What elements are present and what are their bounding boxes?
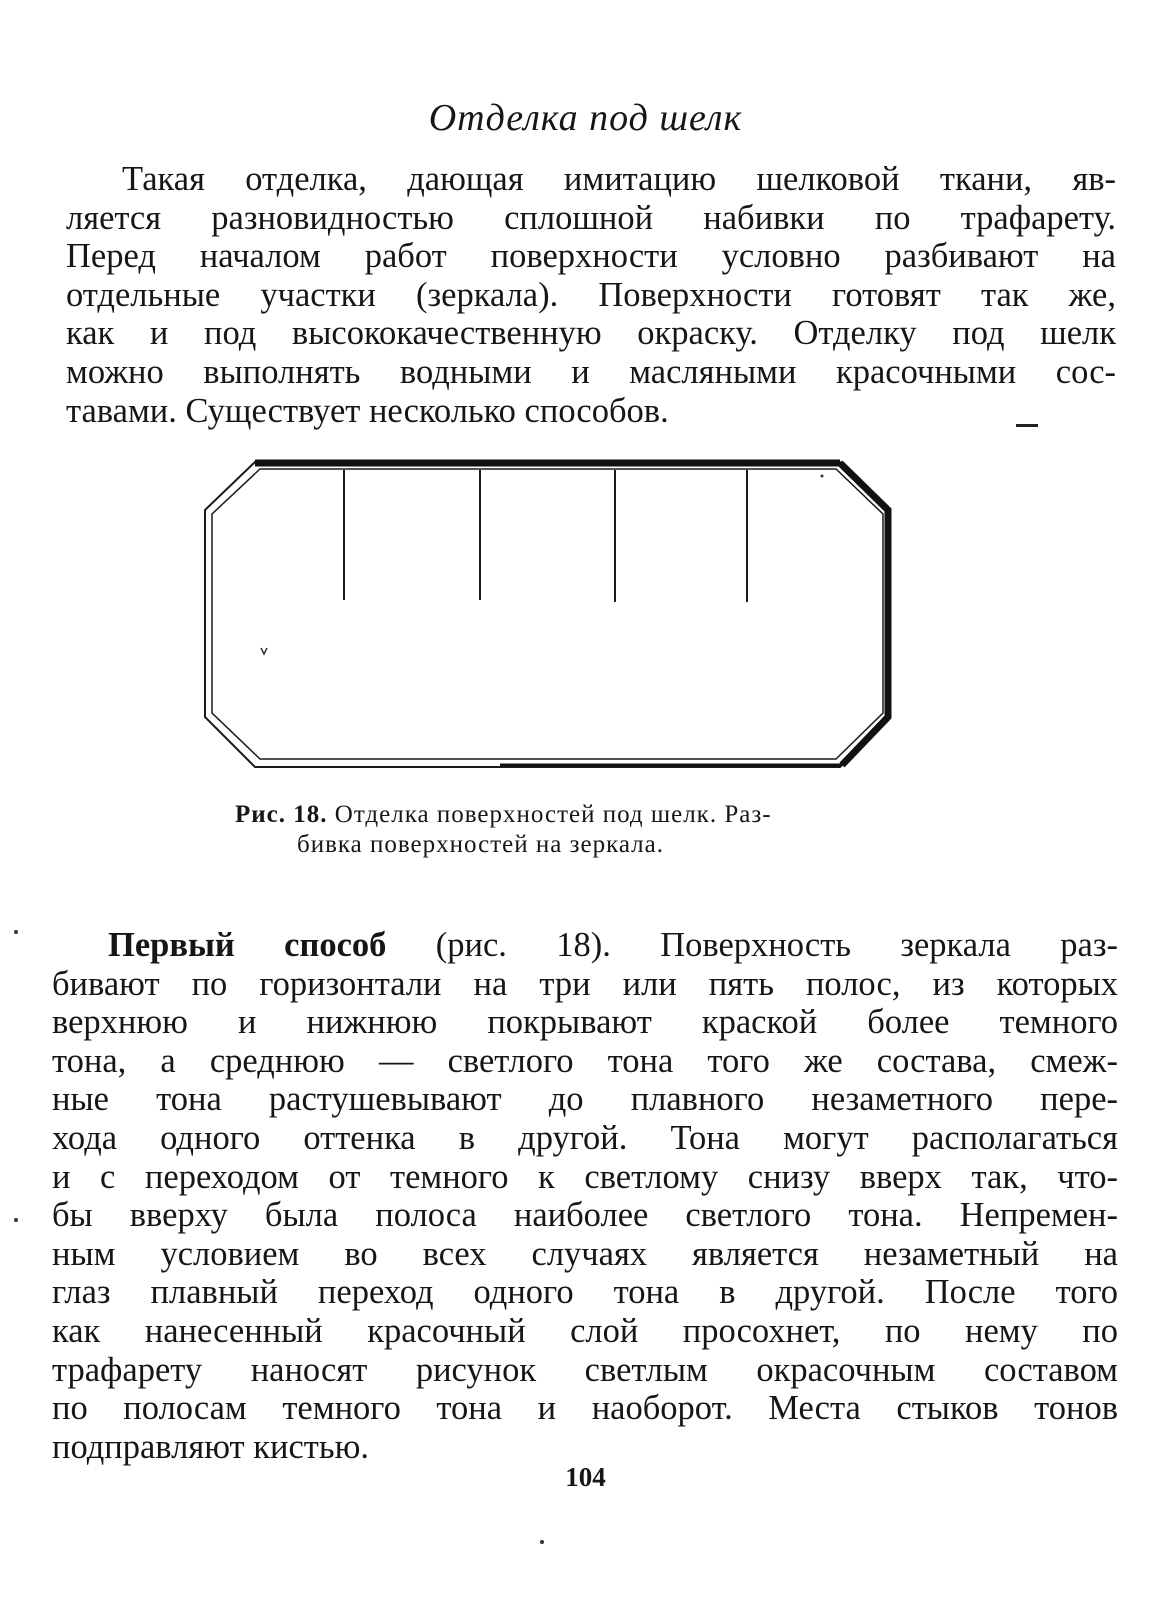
method-title: Первый способ bbox=[108, 926, 387, 964]
intro-paragraph bbox=[66, 160, 1116, 430]
scan-speck bbox=[14, 1218, 18, 1222]
page-number: 104 bbox=[565, 1462, 606, 1492]
text-line: подправляют кистью. bbox=[52, 1427, 369, 1466]
text-line: как нанесенный красочный слой просохнет, по нему по bbox=[52, 1311, 1118, 1350]
text-line: ным условием во всех случаях является незаметный на bbox=[52, 1234, 1118, 1273]
panel-outer-outline bbox=[205, 462, 890, 767]
section-heading: Отделка под шелк bbox=[428, 97, 743, 139]
text-line: как и под высококачественную окраску. Отделку под шелк bbox=[66, 314, 1116, 353]
method-paragraph bbox=[52, 926, 1118, 1466]
text-line: глаз плавный переход одного тона в другой. После того bbox=[52, 1273, 1118, 1312]
text-line: тона, а среднюю — светлого тона того же состава, смеж- bbox=[52, 1041, 1118, 1080]
method-lead-text: (рис. 18). Поверхность зеркала раз- bbox=[386, 926, 1118, 964]
text-line: трафарету наносят рисунок светлым окрасочным составом bbox=[52, 1350, 1118, 1389]
caption-line: бивка поверхностей на зеркала. bbox=[297, 831, 664, 858]
text-line: Такая отделка, дающая имитацию шелковой ткани, яв- bbox=[122, 160, 1116, 198]
text-line: бы вверху была полоса наиболее светлого тона. Непремен- bbox=[52, 1196, 1118, 1235]
panel-heavy-right-edge bbox=[840, 463, 888, 765]
stray-mark bbox=[261, 648, 267, 654]
caption-text: Отделка поверхностей под шелк. Раз- bbox=[334, 801, 772, 828]
text-line: Перед началом работ поверхности условно разбивают на bbox=[66, 237, 1116, 276]
text-line bbox=[52, 926, 1118, 965]
text-line: хода одного оттенка в другой. Тона могут располагаться bbox=[52, 1118, 1118, 1157]
text-line: ляется разновидностью сплошной набивки по трафарету. bbox=[66, 198, 1116, 237]
text-line: тавами. Существует несколько способов. bbox=[66, 391, 669, 430]
text-line: и с переходом от темного к светлому снизу вверх так, что- bbox=[52, 1157, 1118, 1196]
caption-line bbox=[235, 800, 935, 830]
text-line: ные тона растушевывают до плавного незаметного пере- bbox=[52, 1080, 1118, 1119]
stray-dot bbox=[821, 475, 824, 478]
text-line: верхнюю и нижнюю покрывают краской более темного bbox=[52, 1003, 1118, 1042]
stray-dash-mark bbox=[1016, 424, 1038, 427]
scan-speck bbox=[540, 1540, 544, 1544]
figure-number-label: Рис. 18. bbox=[235, 801, 328, 828]
figure-caption bbox=[235, 800, 935, 860]
figure-18-diagram bbox=[200, 452, 900, 782]
text-line: отдельные участки (зеркала). Поверхности готовят так же, bbox=[66, 275, 1116, 314]
scan-speck bbox=[14, 930, 18, 934]
octagonal-panel-diagram-icon bbox=[200, 452, 900, 782]
text-line: бивают по горизонтали на три или пять полос, из которых bbox=[52, 964, 1118, 1003]
text-line: можно выполнять водными и масляными красочными сос- bbox=[66, 352, 1116, 391]
text-line: по полосам темного тона и наоборот. Места стыков тонов bbox=[52, 1389, 1118, 1428]
panel-inner-outline bbox=[212, 469, 883, 759]
